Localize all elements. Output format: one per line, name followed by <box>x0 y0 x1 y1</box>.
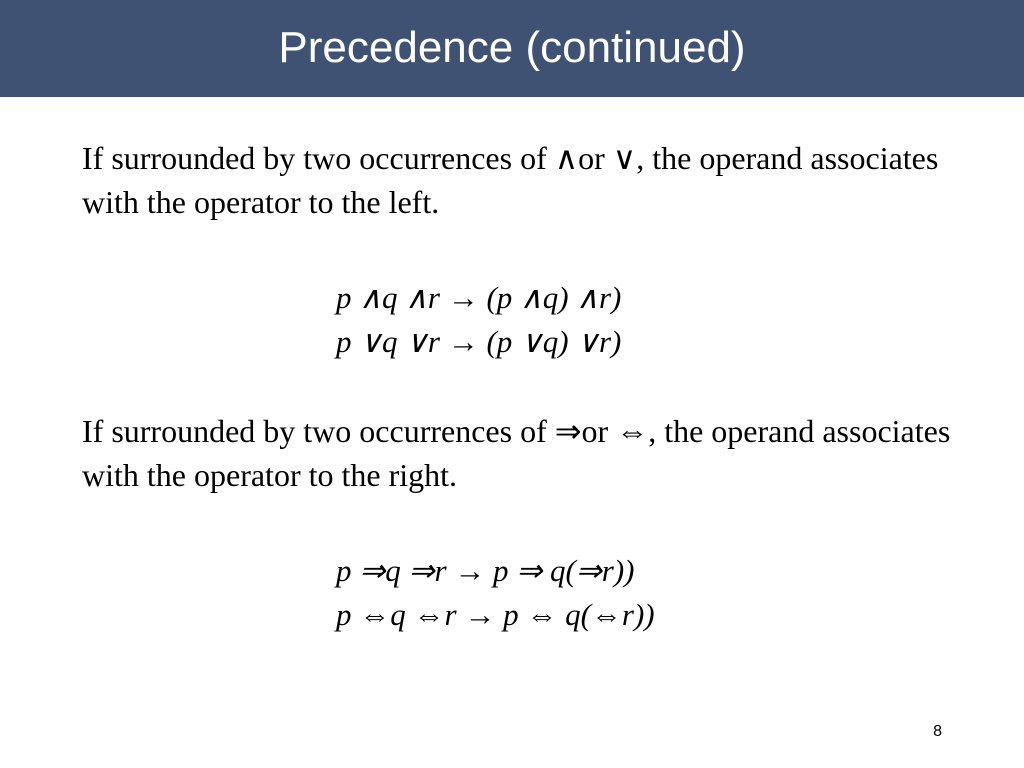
biconditional-associativity-formula: p ⇔q ⇔r → p ⇔ q(⇔r)) <box>336 597 655 632</box>
page-number: 8 <box>933 723 942 740</box>
title-bar <box>0 0 1024 97</box>
or-associativity-formula: p ∨q ∨r → (p ∨q) ∨r) <box>336 324 622 359</box>
implication-associativity-formula: p ⇒q ⇒r → p ⇒ q(⇒r)) <box>336 553 635 588</box>
slide-title: Precedence (continued) <box>278 23 746 72</box>
left-associativity-paragraph: If surrounded by two occurrences of ∧or ∨, the operand associates with the operator to the left. <box>82 140 939 220</box>
and-associativity-formula: p ∧q ∧r → (p ∧q) ∧r) <box>336 280 622 315</box>
right-associativity-paragraph: If surrounded by two occurrences of ⇒or ⇔, the operand associates with the operator to the right. <box>82 413 951 493</box>
